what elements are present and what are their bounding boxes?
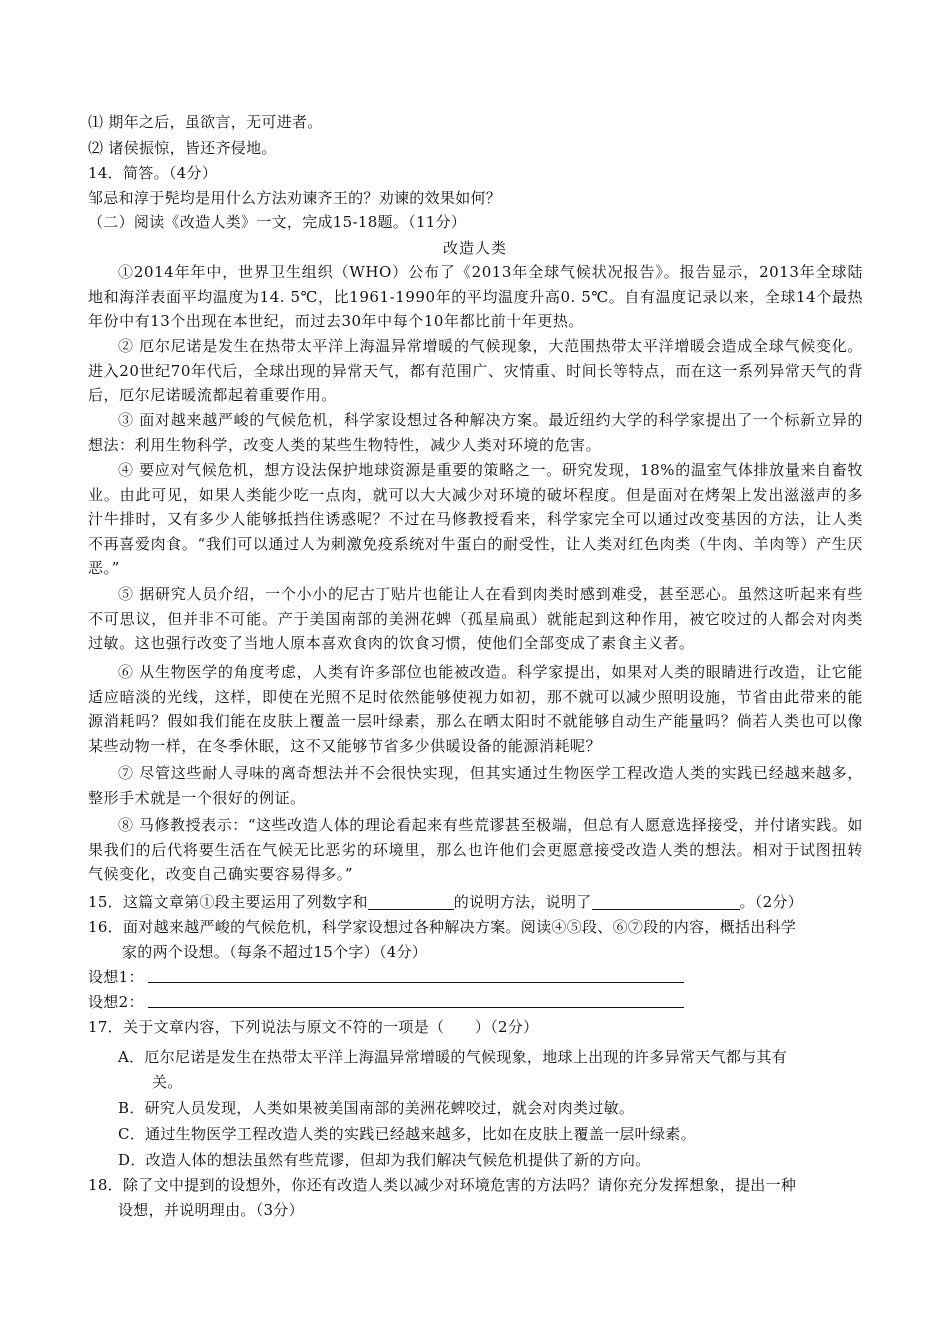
option-a-line-1: A．厄尔尼诺是发生在热带太平洋上海温异常增暖的气候现象，地球上出现的许多异常天气都与其有	[118, 1048, 788, 1066]
translation-item-2: ⑵ 诸侯振惊，皆还齐侵地。	[88, 139, 277, 157]
question-16-line-1: 16．面对越来越严峻的气候危机，科学家设想过各种解决方案。阅读④⑤段、⑥⑦段的内容，概括出科学	[88, 918, 797, 936]
article-paragraph-4: ④ 要应对气候危机，想方设法保护地球资源是重要的策略之一。研究发现，18%的温室气体排放量来自畜牧业。由此可见，如果人类能少吃一点肉，就可以大大减少对环境的破坏程度。但是面对在烤架上发出滋滋声的多汁牛排时，又有多少人能够抵挡住诱惑呢？不过在马修教授看来，科学家完全可以通过改变基因的方法，让人类不再喜爱肉食。“我们可以通过人为刺激免疫系统对牛蛋白的耐受性，让人类对红色肉类（牛肉、羊肉等）产生厌恶。”	[88, 461, 863, 578]
option-c: C．通过生物医学工程改造人类的实践已经越来越多，比如在皮肤上覆盖一层叶绿素。	[118, 1125, 696, 1143]
article-paragraph-3: ③ 面对越来越严峻的气候危机，科学家设想过各种解决方案。最近纽约大学的科学家提出了一个标新立异的想法：利用生物科学，改变人类的某些生物特性，减少人类对环境的危害。	[88, 411, 863, 454]
question-16-line-2: 家的两个设想。（每条不超过15个字）（4分）	[122, 943, 428, 961]
question-17: 17．关于文章内容，下列说法与原文不符的一项是（ ）（2分）	[88, 1018, 539, 1036]
article-paragraph-8: ⑧ 马修教授表示：“这些改造人体的理论看起来有些荒谬甚至极端，但总有人愿意选择接受，并付诸实践。如果我们的后代将要生活在气候无比恶劣的环境里，那么也许他们会更愿意接受改造人类的想法。相对于试图扭转气候变化，改变自己确实要容易得多。”	[88, 816, 863, 884]
article-paragraph-1: ①2014年年中，世界卫生组织（WHO）公布了《2013年全球气候状况报告》。报告显示，2013年全球陆地和海洋表面平均温度为14. 5℃，比1961-1990年的平均温度升高0. 5℃。自有温度记录以来，全球14个最热年份中有13个出现在本世纪，而过去30年中每个10年都比前十年更热。	[88, 263, 863, 331]
article-paragraph-6: ⑥ 从生物医学的角度考虑，人类有许多部位也能被改造。科学家提出，如果对人类的眼睛进行改造，让它能适应暗淡的光线，这样，即使在光照不足时依然能够使视力如初，那不就可以减少照明设施，节省由此带来的能源消耗吗？假如我们能在皮肤上覆盖一层叶绿素，那么在晒太阳时不就能够自动生产能量吗？倘若人类也可以像某些动物一样，在冬季休眠，这不又能够节省多少供暖设备的能源消耗呢？	[88, 663, 863, 755]
question-18-line-1: 18．除了文中提到的设想外，你还有改造人类以减少对环境危害的方法吗？请你充分发挥想象，提出一种	[88, 1176, 797, 1194]
option-a-line-2: 关。	[152, 1073, 183, 1091]
question-15-blank-2[interactable]	[592, 893, 740, 910]
idea-2-answer-line[interactable]	[148, 1007, 684, 1008]
question-14-text: 邹忌和淳于髡均是用什么方法劝谏齐王的？劝谏的效果如何？	[88, 189, 502, 207]
translation-item-1: ⑴ 期年之后，虽欲言，无可进者。	[88, 113, 323, 131]
option-d: D．改造人体的想法虽然有些荒谬，但却为我们解决气候危机提供了新的方向。	[118, 1151, 651, 1169]
question-14-label: 14．简答。（4分）	[88, 164, 218, 182]
section-2-heading: （二）阅读《改造人类》一文，完成15-18题。（11分）	[88, 213, 467, 231]
question-15	[88, 891, 803, 913]
article-paragraph-2: ② 厄尔尼诺是发生在热带太平洋上海温异常增暖的气候现象，大范围热带太平洋增暖会造成全球气候变化。进入20世纪70年代后，全球出现的异常天气，都有范围广、灾情重、时间长等特点，而在这一系列异常天气的背后，厄尔尼诺暖流都起着重要作用。	[88, 337, 863, 405]
option-b: B．研究人员发现，人类如果被美国南部的美洲花蜱咬过，就会对肉类过敏。	[118, 1099, 635, 1117]
article-title: 改造人类	[442, 239, 507, 257]
question-15-text-2: 的说明方法，说明了	[453, 893, 592, 911]
article-paragraph-5: ⑤ 据研究人员介绍，一个小小的尼古丁贴片也能让人在看到肉类时感到难受，甚至恶心。虽然这听起来有些不可思议，但并非不可能。产于美国南部的美洲花蜱（孤星扁虱）就能起到这种作用，被它咬过的人都会对肉类过敏。这也强行改变了当地人原本喜欢食肉的饮食习惯，使他们全部变成了素食主义者。	[88, 585, 863, 653]
question-15-text-1: 15．这篇文章第①段主要运用了列数字和	[88, 893, 368, 911]
idea-1-answer-line[interactable]	[148, 982, 684, 983]
question-15-text-3: 。（2分）	[739, 893, 804, 911]
idea-2-label: 设想2：	[88, 993, 144, 1011]
idea-1-label: 设想1：	[88, 968, 144, 986]
article-paragraph-7: ⑦ 尽管这些耐人寻味的离奇想法并不会很快实现，但其实通过生物医学工程改造人类的实践已经越来越多，整形手术就是一个很好的例证。	[88, 764, 863, 807]
question-18-line-2: 设想，并说明理由。（3分）	[118, 1201, 304, 1219]
question-15-blank-1[interactable]	[368, 893, 454, 910]
